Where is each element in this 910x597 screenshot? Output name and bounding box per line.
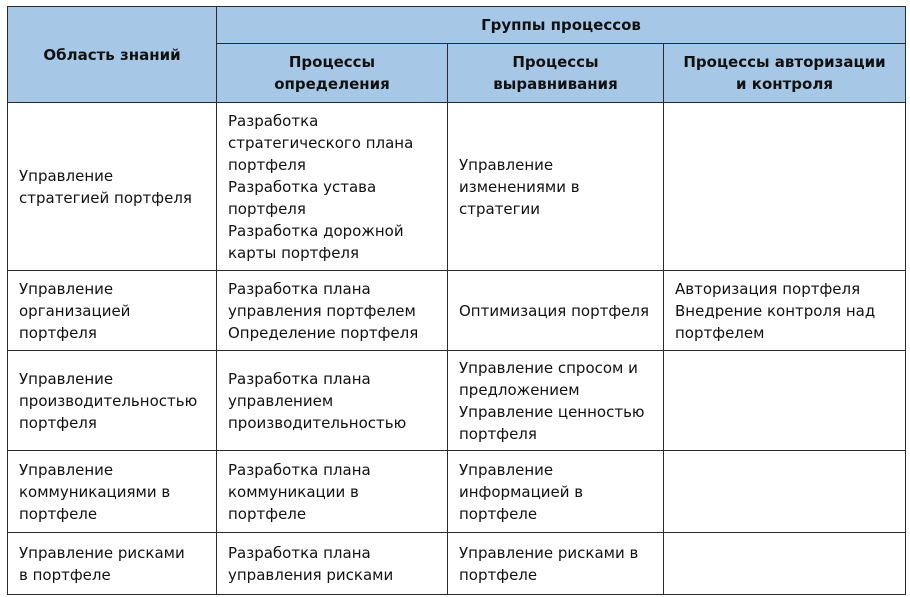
cell-line: управления рисками xyxy=(228,565,394,584)
header-process-groups xyxy=(217,7,906,44)
knowledge-area-cell xyxy=(8,103,217,271)
knowledge-area-cell xyxy=(8,351,217,451)
cell-line: Разработка устава xyxy=(228,177,377,196)
header-knowledge-area-text: Область знаний xyxy=(43,45,181,64)
cell-line: Управление xyxy=(459,155,554,174)
table-row xyxy=(8,271,906,351)
authorization-cell xyxy=(664,103,906,271)
knowledge-area-cell xyxy=(8,533,217,595)
cell-line: изменениями в xyxy=(459,177,580,196)
authorization-cell xyxy=(664,533,906,595)
header-line: Процессы xyxy=(512,53,599,71)
authorization-cell xyxy=(664,271,906,351)
definition-cell xyxy=(217,533,448,595)
cell-line: Управление xyxy=(19,166,114,185)
cell-line: портфеле xyxy=(459,565,538,584)
cell-line: Управление xyxy=(19,369,114,388)
cell-line: Разработка плана xyxy=(228,543,371,562)
cell-line: производительностью xyxy=(228,413,407,432)
cell-line: Определение портфеля xyxy=(228,323,419,342)
cell-line: портфеля xyxy=(19,413,97,432)
table-row xyxy=(8,103,906,271)
knowledge-area-cell xyxy=(8,451,217,533)
cell-line: портфеле xyxy=(19,504,98,523)
cell-line: портфеля xyxy=(459,424,537,443)
alignment-cell xyxy=(448,271,664,351)
cell-line: Разработка xyxy=(228,111,319,130)
cell-line: стратегического плана xyxy=(228,133,414,152)
alignment-cell xyxy=(448,451,664,533)
cell-line: информацией в xyxy=(459,482,584,501)
header-line: и контроля xyxy=(736,75,833,93)
alignment-cell xyxy=(448,533,664,595)
cell-line: Авторизация портфеля xyxy=(675,279,861,298)
authorization-cell xyxy=(664,451,906,533)
definition-cell xyxy=(217,271,448,351)
cell-line: Управление рисками xyxy=(19,543,185,562)
authorization-cell xyxy=(664,351,906,451)
cell-line: Разработка дорожной xyxy=(228,221,404,240)
cell-line: портфелем xyxy=(675,323,765,342)
header-line: выравнивания xyxy=(493,75,618,93)
cell-line: стратегией портфеля xyxy=(19,188,192,207)
cell-line: в портфеле xyxy=(19,565,111,584)
header-authorization-processes xyxy=(664,44,906,103)
cell-line: Управление рисками в xyxy=(459,543,639,562)
definition-cell xyxy=(217,451,448,533)
cell-line: Разработка плана xyxy=(228,279,371,298)
process-groups-table xyxy=(7,6,906,595)
cell-line: Оптимизация портфеля xyxy=(459,301,649,320)
header-definition-processes xyxy=(217,44,448,103)
cell-line: портфеле xyxy=(228,504,307,523)
cell-line: портфеля xyxy=(228,199,306,218)
cell-line: Управление спросом и xyxy=(459,358,638,377)
cell-line: производительностью xyxy=(19,391,198,410)
cell-line: Управление xyxy=(459,460,554,479)
definition-cell xyxy=(217,351,448,451)
cell-line: коммуникации в xyxy=(228,482,359,501)
header-knowledge-area xyxy=(8,7,217,103)
cell-line: управления портфелем xyxy=(228,301,416,320)
alignment-cell xyxy=(448,351,664,451)
table-row xyxy=(8,533,906,595)
cell-line: стратегии xyxy=(459,199,541,218)
cell-line: управлением xyxy=(228,391,334,410)
cell-line: Внедрение контроля над xyxy=(675,301,876,320)
cell-line: предложением xyxy=(459,380,580,399)
header-line: определения xyxy=(274,75,390,93)
header-alignment-processes xyxy=(448,44,664,103)
cell-line: портфеля xyxy=(19,323,97,342)
cell-line: Разработка плана xyxy=(228,460,371,479)
cell-line: коммуникациями в xyxy=(19,482,171,501)
header-process-groups-text: Группы процессов xyxy=(481,16,641,34)
table-row xyxy=(8,351,906,451)
cell-line: портфеля xyxy=(228,155,306,174)
cell-line: портфеле xyxy=(459,504,538,523)
header-line: Процессы авторизации xyxy=(683,53,886,71)
cell-line: Разработка плана xyxy=(228,369,371,388)
cell-line: Управление xyxy=(19,279,114,298)
cell-line: Управление ценностью xyxy=(459,402,645,421)
cell-line: организацией xyxy=(19,301,131,320)
cell-line: Управление xyxy=(19,460,114,479)
definition-cell xyxy=(217,103,448,271)
knowledge-area-cell xyxy=(8,271,217,351)
cell-line: карты портфеля xyxy=(228,243,360,262)
alignment-cell xyxy=(448,103,664,271)
table-row xyxy=(8,451,906,533)
header-line: Процессы xyxy=(288,53,376,71)
